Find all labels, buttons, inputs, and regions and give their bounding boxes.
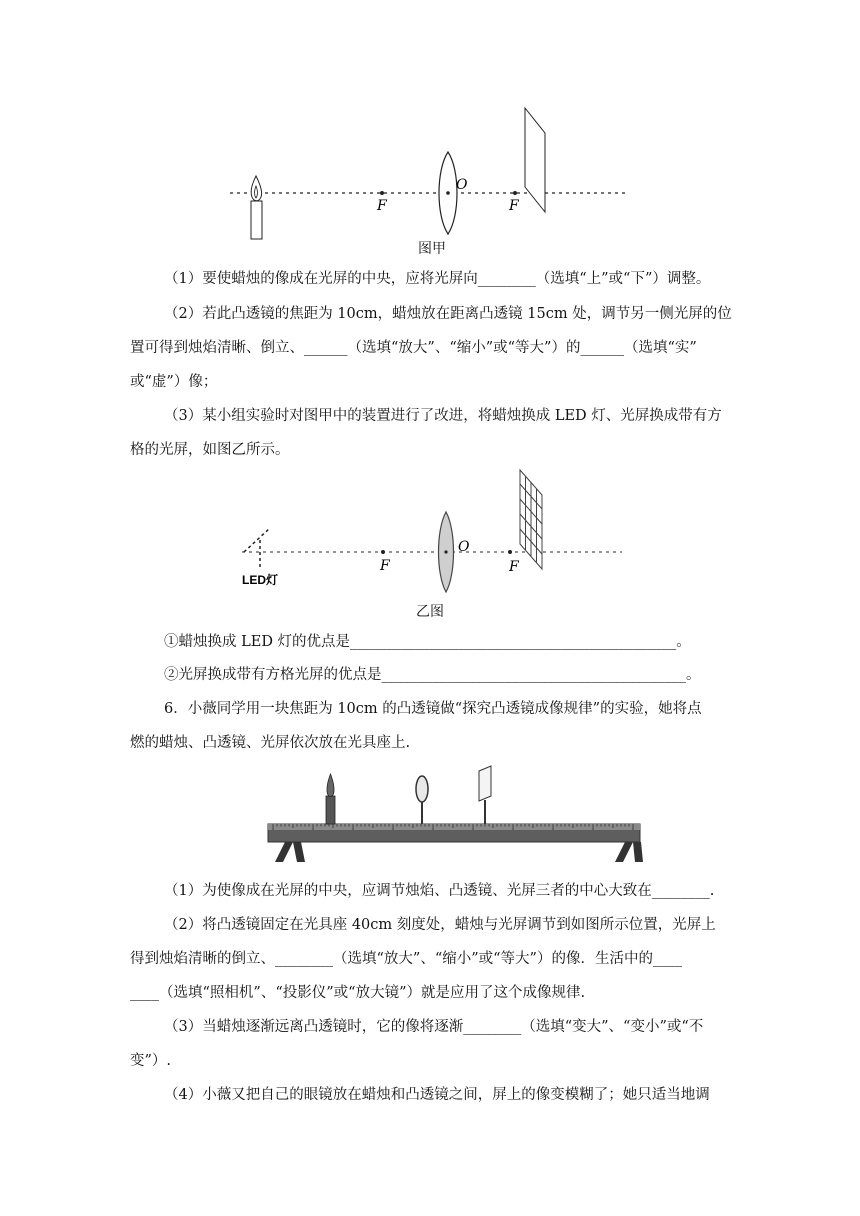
figure-yi-diagram [230, 462, 630, 597]
figure-yi-caption: 乙图 [416, 604, 444, 620]
bench-leg-left [275, 842, 293, 862]
lens [416, 776, 428, 802]
screen-board [479, 766, 491, 801]
q6-part2-line2: 得到烛焰清晰的倒立、________（选填“放大”、“缩小”或“等大”）的像．生活中的____ [130, 951, 682, 967]
focal-label-left: F [377, 198, 387, 214]
figure-jia-caption: 图甲 [418, 241, 446, 257]
focal-label-left: F [380, 558, 390, 574]
lens-center [446, 191, 450, 195]
q5-part1: （1）要使蜡烛的像成在光屏的中央，应将光屏向________（选填“上”或“下”）调整。 [164, 271, 711, 287]
q6-part4-line1: （4）小薇又把自己的眼镜放在蜡烛和凸透镜之间，屏上的像变模糊了；她只适当地调 [164, 1087, 710, 1103]
candle [251, 201, 262, 239]
bench-leg-right-2 [633, 842, 643, 862]
candle-body [326, 796, 335, 824]
bench-scale [268, 824, 640, 830]
q6-intro-line1: 6．小薇同学用一块焦距为 10cm 的凸透镜做“探究凸透镜成像规律”的实验，她将点 [164, 701, 702, 717]
lens-center [444, 550, 447, 553]
q5-sub1: ①蜡烛换成 LED 灯的优点是_____________________________________________。 [164, 634, 691, 650]
q5-part2-line3: 或“虚”）像； [130, 374, 218, 390]
q6-part1: （1）为使像成在光屏的中央，应调节烛焰、凸透镜、光屏三者的中心大致在________. [164, 883, 715, 899]
optical-bench-diagram [265, 764, 645, 864]
focal-point-right [508, 550, 512, 554]
candle-flame [327, 774, 334, 797]
focal-label-right: F [509, 198, 519, 214]
bench-leg-left-2 [293, 842, 305, 862]
light-screen [525, 108, 545, 212]
q5-sub2: ②光屏换成带有方格光屏的优点是__________________________________________。 [164, 667, 701, 683]
q5-part2-line2: 置可得到烛焰清晰、倒立、______（选填“放大”、“缩小”或“等大”）的______（选填“实” [130, 340, 697, 356]
lens-center-label: O [456, 177, 468, 193]
focal-point-left [380, 191, 384, 195]
q6-part2-line3: ____（选填“照相机”、“投影仪”或“放大镜”）就是应用了这个成像规律. [130, 985, 586, 1001]
q6-part3-line1: （3）当蜡烛逐渐远离凸透镜时，它的像将逐渐________（选填“变大”、“变小”或“不 [164, 1019, 704, 1035]
bench-leg-right [615, 842, 633, 862]
focal-point-left [381, 550, 385, 554]
focal-label-right: F [509, 559, 519, 575]
figure-jia-diagram [225, 100, 635, 245]
lens-center-label: O [458, 539, 470, 555]
led-label: LED灯 [242, 573, 279, 587]
led-lamp [244, 528, 270, 552]
q5-part2-line1: （2）若此凸透镜的焦距为 10cm，蜡烛放在距离凸透镜 15cm 处，调节另一侧光屏的位 [164, 306, 732, 322]
q5-part3-line2: 格的光屏，如图乙所示。 [130, 442, 290, 458]
grid-screen [520, 470, 542, 569]
q6-part2-line1: （2）将凸透镜固定在光具座 40cm 刻度处，蜡烛与光屏调节到如图所示位置，光屏上 [164, 917, 716, 933]
q6-part3-line2: 变”）. [130, 1053, 172, 1069]
focal-point-right [513, 191, 517, 195]
q5-part3-line1: （3）某小组实验时对图甲中的装置进行了改进，将蜡烛换成 LED 灯、光屏换成带有方 [164, 408, 722, 424]
q6-intro-line2: 燃的蜡烛、凸透镜、光屏依次放在光具座上. [130, 735, 411, 751]
